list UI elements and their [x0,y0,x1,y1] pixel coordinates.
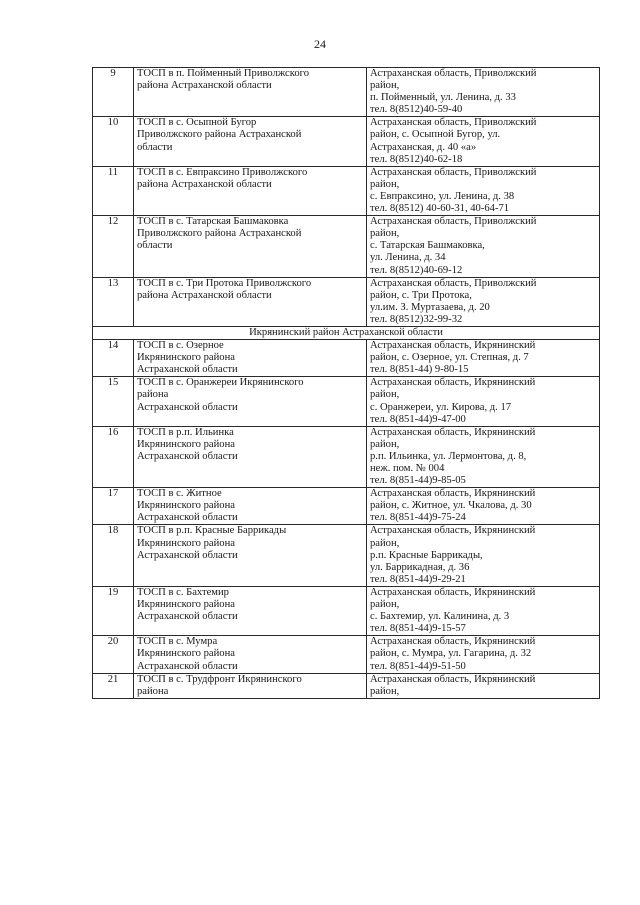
office-address-line: район, [370,178,400,190]
office-name-line: ТОСП в с. Евпраксино Приволжского [137,166,308,178]
office-address-line: ул. Баррикадная, д. 36 [370,561,470,573]
office-address-line: р.п. Красные Баррикады, [370,549,483,561]
office-address [367,525,600,586]
table-row [93,488,600,525]
office-name-line: Астраханской области [137,549,238,561]
row-number: 9 [93,68,134,117]
row-number: 17 [93,488,134,525]
office-address-line: Астраханская область, Икрянинский [370,377,536,389]
table-row [93,117,600,166]
office-address-line: тел. 8(8512)32-99-32 [370,313,463,325]
table-row [93,68,600,117]
office-address-line: Астраханская область, Приволжский [370,277,537,289]
row-number: 13 [93,277,134,326]
office-name-line: района [137,389,169,401]
row-number: 19 [93,586,134,635]
office-address-line: Астраханская область, Приволжский [370,117,537,129]
office-name-line: ТОСП в р.п. Ильинка [137,426,234,438]
office-address-line: Астраханская область, Икрянинский [370,673,536,685]
office-address-line: тел. 8(851-44)9-15-57 [370,623,466,635]
office-address-line: тел. 8(851-44)9-75-24 [370,512,466,524]
office-address-line: район, [370,438,400,450]
office-address-line: Астраханская, д. 40 «а» [370,141,477,153]
office-address-line: с. Евпраксино, ул. Ленина, д. 38 [370,190,515,202]
district-heading: Икрянинский район Астраханской области [93,326,600,339]
office-address [367,488,600,525]
district-heading-row [93,326,600,339]
office-name [134,525,367,586]
office-address-line: тел. 8(8512)40-69-12 [370,264,463,276]
office-address-line: тел. 8(8512)40-59-40 [370,104,463,116]
office-name-line: района Астраханской области [137,178,272,190]
office-name-line: ТОСП в с. Озерное [137,340,224,352]
office-address-line: район, [370,80,400,92]
table-row [93,216,600,277]
office-address-line: с. Оранжереи, ул. Кирова, д. 17 [370,401,512,413]
office-address [367,166,600,215]
office-address-line: Астраханская область, Приволжский [370,68,537,79]
office-address [367,586,600,635]
office-address-line: с. Бахтемир, ул. Калинина, д. 3 [370,611,510,623]
office-name-line: Астраханской области [137,660,238,672]
office-name-line: ТОСП в с. Оранжереи Икрянинского [137,377,304,389]
row-number: 10 [93,117,134,166]
table-row [93,426,600,487]
office-address [367,426,600,487]
office-name-line: Астраханской области [137,450,238,462]
office-address-line: район, с. Три Протока, [370,289,472,301]
office-address-line: район, [370,389,400,401]
office-name-line: Приволжского района Астраханской [137,129,302,141]
office-name-line: ТОСП в р.п. Красные Баррикады [137,525,287,537]
office-name-line: ТОСП в с. Бахтемир [137,586,229,598]
office-address-line: р.п. Ильинка, ул. Лермонтова, д. 8, [370,450,527,462]
office-name-line: района Астраханской области [137,289,272,301]
office-name-line: Икрянинского района [137,352,235,364]
office-address-line: район, с. Осыпной Бугор, ул. [370,129,501,141]
office-address-line: район, с. Житное, ул. Чкалова, д. 30 [370,500,532,512]
row-number: 21 [93,673,134,698]
office-name-line: ТОСП в с. Житное [137,488,222,500]
office-name [134,673,367,698]
table-row [93,340,600,377]
office-address-line: район, с. Мумра, ул. Гагарина, д. 32 [370,648,532,660]
office-name-line: Икрянинского района [137,537,235,549]
office-address-line: район, [370,228,400,240]
table-row [93,673,600,698]
office-name-line: Икрянинского района [137,438,235,450]
office-name-line: Астраханской области [137,611,238,623]
office-name-line: Астраханской области [137,364,238,376]
office-address-line: район, [370,537,400,549]
table-row [93,525,600,586]
office-name-line: района [137,685,169,697]
office-address-line: ул.им. З. Муртазаева, д. 20 [370,301,490,313]
row-number: 20 [93,636,134,673]
office-address [367,68,600,117]
office-name [134,117,367,166]
page-number: 24 [314,37,326,51]
office-name-line: Икрянинского района [137,500,235,512]
office-name-line: ТОСП в с. Трудфронт Икрянинского [137,673,302,685]
row-number: 11 [93,166,134,215]
office-address-line: район, [370,685,400,697]
table-row [93,377,600,426]
office-address-line: Астраханская область, Икрянинский [370,340,536,352]
office-name [134,636,367,673]
office-name-line: Астраханской области [137,401,238,413]
office-address-line: Астраханская область, Икрянинский [370,525,536,537]
office-name-line: области [137,141,173,153]
office-address-line: тел. 8(8512) 40-60-31, 40-64-71 [370,203,510,215]
office-address [367,117,600,166]
office-name [134,340,367,377]
table-row [93,277,600,326]
office-address [367,277,600,326]
row-number: 16 [93,426,134,487]
office-name-line: Икрянинского района [137,599,235,611]
office-name [134,377,367,426]
office-name-line: Приволжского района Астраханской [137,228,302,240]
office-address-line: Астраханская область, Икрянинский [370,488,536,500]
office-name-line: ТОСП в п. Пойменный Приволжского [137,68,309,79]
row-number: 12 [93,216,134,277]
row-number: 14 [93,340,134,377]
office-address [367,673,600,698]
office-address-line: ул. Ленина, д. 34 [370,252,446,264]
office-name [134,426,367,487]
office-address-line: район, [370,599,400,611]
office-name [134,586,367,635]
office-address [367,340,600,377]
office-address [367,636,600,673]
office-name-line: ТОСП в с. Татарская Башмаковка [137,216,289,228]
row-number: 18 [93,525,134,586]
office-address-line: тел. 8(851-44)9-85-05 [370,475,466,487]
office-address-line: с. Татарская Башмаковка, [370,240,485,252]
table-row [93,636,600,673]
office-name-line: Икрянинского района [137,648,235,660]
office-name [134,68,367,117]
office-name [134,277,367,326]
office-name [134,166,367,215]
office-address-line: тел. 8(8512)40-62-18 [370,153,463,165]
office-address-line: район, с. Озерное, ул. Степная, д. 7 [370,352,529,364]
office-address-line: Астраханская область, Икрянинский [370,586,536,598]
office-address-line: тел. 8(851-44)9-51-50 [370,660,466,672]
offices-table-body [93,68,600,699]
table-row [93,166,600,215]
office-address-line: Астраханская область, Приволжский [370,216,537,228]
office-name-line: области [137,240,173,252]
office-address-line: неж. пом. № 004 [370,463,445,474]
office-address-line: Астраханская область, Икрянинский [370,636,536,648]
office-address [367,216,600,277]
office-address-line: Астраханская область, Икрянинский [370,426,536,438]
office-name-line: ТОСП в с. Мумра [137,636,218,648]
table-row [93,586,600,635]
row-number: 15 [93,377,134,426]
office-address-line: тел. 8(851-44)9-47-00 [370,413,466,425]
office-name-line: района Астраханской области [137,80,272,92]
office-name-line: Астраханской области [137,512,238,524]
office-address-line: тел. 8(851-44) 9-80-15 [370,364,469,376]
office-name [134,488,367,525]
office-address-line: п. Пойменный, ул. Ленина, д. 33 [370,92,516,104]
office-name-line: ТОСП в с. Три Протока Приволжского [137,277,312,289]
office-name [134,216,367,277]
office-address-line: Астраханская область, Приволжский [370,166,537,178]
office-address-line: тел. 8(851-44)9-29-21 [370,573,466,585]
offices-table [92,67,600,699]
office-name-line: ТОСП в с. Осыпной Бугор [137,117,257,129]
office-address [367,377,600,426]
